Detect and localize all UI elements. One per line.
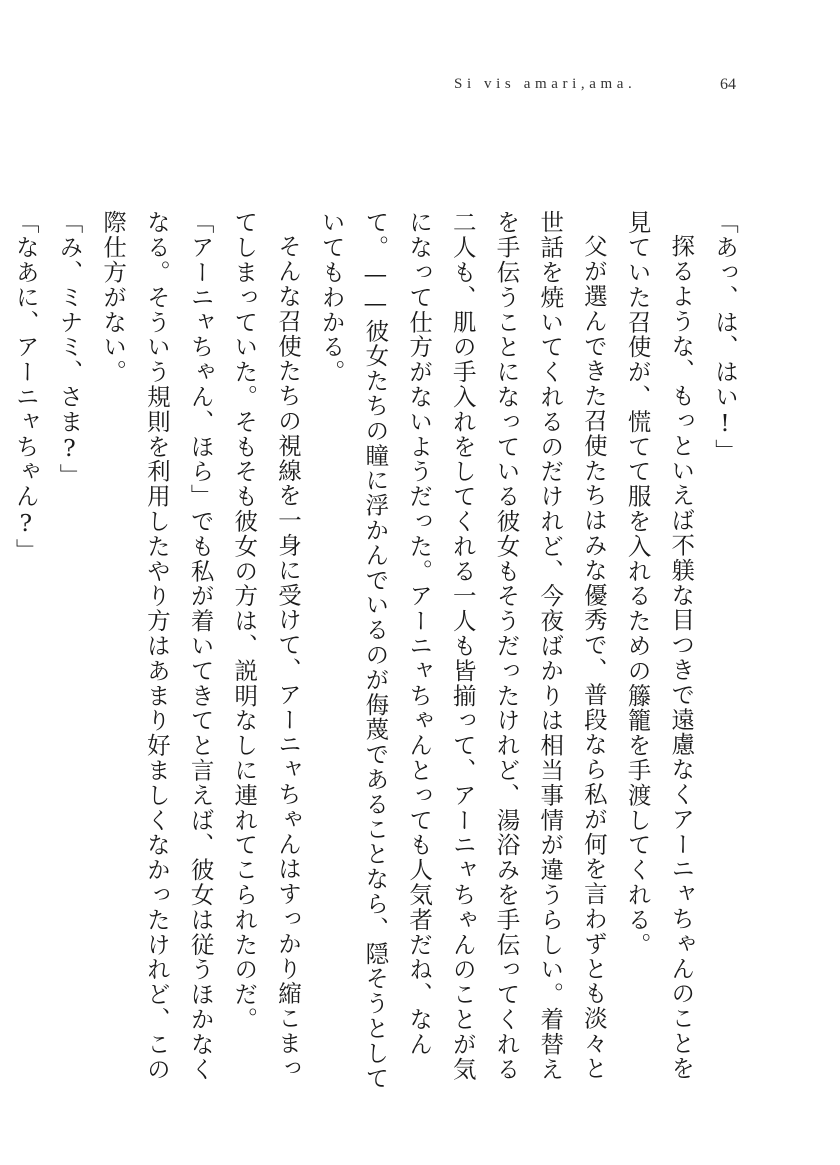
page-number: 64 xyxy=(720,76,736,93)
paragraph-dialogue xyxy=(0,210,3,1100)
body-text xyxy=(11,210,746,1100)
paragraph-dialogue: 「み、ミナミ、さま?」 xyxy=(55,210,84,489)
paragraph-dialogue: 「なあに、アーニャちゃん?」 xyxy=(11,210,40,564)
paragraph-dialogue: 「あっ、は、はい!」 xyxy=(711,210,739,464)
paragraph-narration: そんな召使たちの視線を一身に受けて、アーニャちゃんはすっかり縮こまってしまっていた。そもそも彼女の方は、説明なしに連れてこられたのだ。 xyxy=(230,210,302,1081)
paragraph-dialogue: 「アーニャちゃん、ほら」でも私が着いてきてと言えば、彼女は従うほかなくなる。そういう規則を利用したやり方はあまり好ましくなかったけれど、この際仕方がない。 xyxy=(99,210,215,1082)
running-head-title: Si vis amari,ama. xyxy=(454,76,637,92)
paragraph-narration: 探るような、もっといえば不躾な目つきで遠慮なくアーニャちゃんのことを見ていた召使が、慌てて服を入れるための籐籠を手渡してくれる。 xyxy=(623,210,696,1081)
paragraph-narration: 父が選んできた召使たちはみな優秀で、普段なら私が何を言わずとも淡々と世話を焼いてくれるのだけれど、今夜ばかりは相当事情が違うらしい。着替えを手伝うことになっている彼女もそうだったけれど、湯浴みを手伝ってくれる二人も、肌の手入れをしてくれる一人も皆揃って、アーニャちゃんのことが気になって仕方がないようだった。アーニャちゃんとっても人気者だね、なんて。——彼女たちの瞳に浮かんでいるのが侮蔑であることなら、隠そうとしていてもわかる。 xyxy=(317,210,608,1091)
